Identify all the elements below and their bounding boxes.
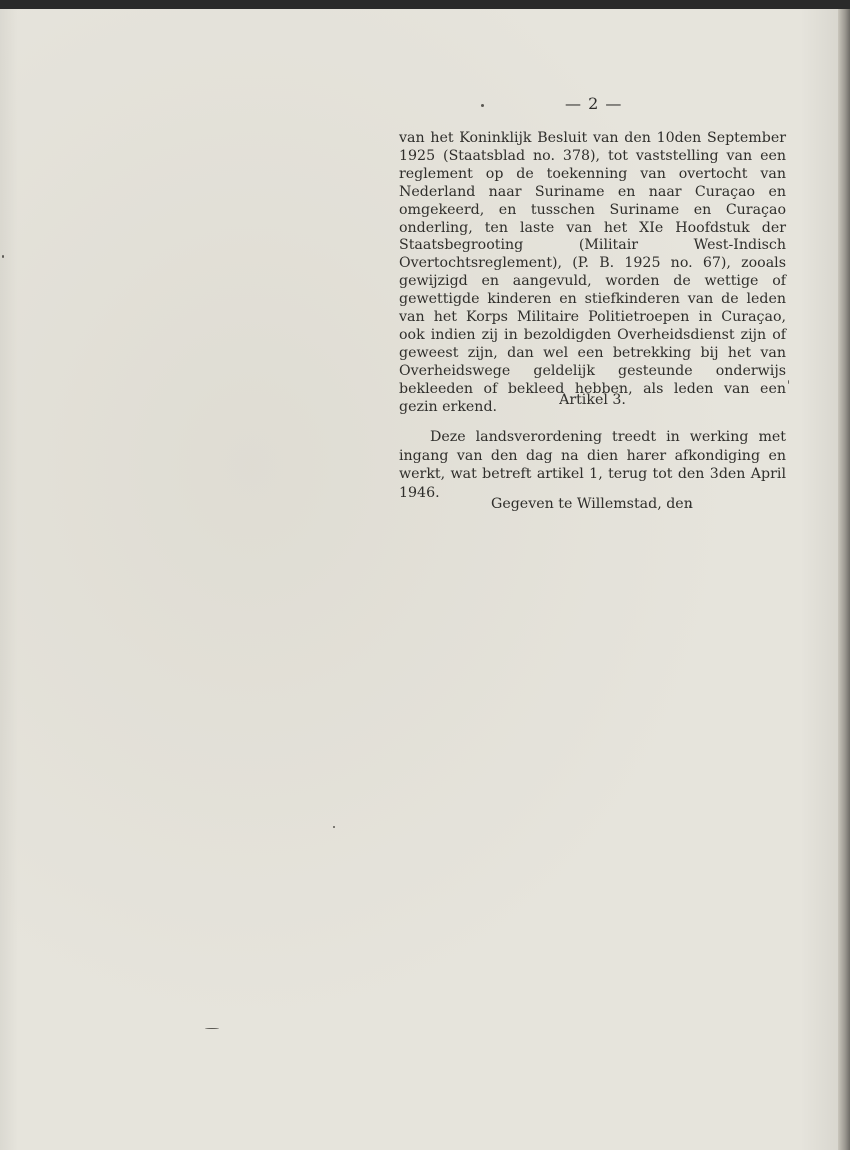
- paper-speck: [788, 380, 789, 384]
- paper-speck: [333, 826, 335, 828]
- paper-speck: [205, 1028, 219, 1029]
- article-heading: Artikel 3.: [559, 392, 626, 408]
- paper-speck: [481, 104, 484, 107]
- paragraph-continuation: van het Koninklijk Besluit van den 10den September 1925 (Staatsblad no. 378), tot vaststelling van een reglement op de toekenning van overtocht van Nederland naar Suriname en naar Curaçao en omgekeerd, en tusschen Suriname en Curaçao onderling, ten laste van het XIe Hoofdstuk der Staatsbegrooting (Militair West-Indisch Overtochtsreglement), (P. B. 1925 no. 67), zooals gewijzigd en aangevuld, worden de wettige of gewettigde kinderen en stiefkinderen van de leden van het Korps Militaire Politietroepen in Curaçao, ook indien zij in bezoldigden Overheidsdienst zijn of geweest zijn, dan wel een betrekking bij het van Overheidswege geldelijk gesteunde onderwijs bekleeden of bekleed hebben, als leden van een gezin erkend.: [399, 130, 786, 415]
- signature-line: Gegeven te Willemstad, den: [491, 496, 693, 512]
- paper-speck: [2, 255, 4, 258]
- page-edge: [838, 9, 850, 1150]
- article-body: Deze landsverordening treedt in werking met ingang van den dag na dien harer afkondiging en werkt, wat betreft artikel 1, terug tot den 3den April 1946.: [399, 429, 786, 501]
- page-number: — 2 —: [565, 94, 623, 113]
